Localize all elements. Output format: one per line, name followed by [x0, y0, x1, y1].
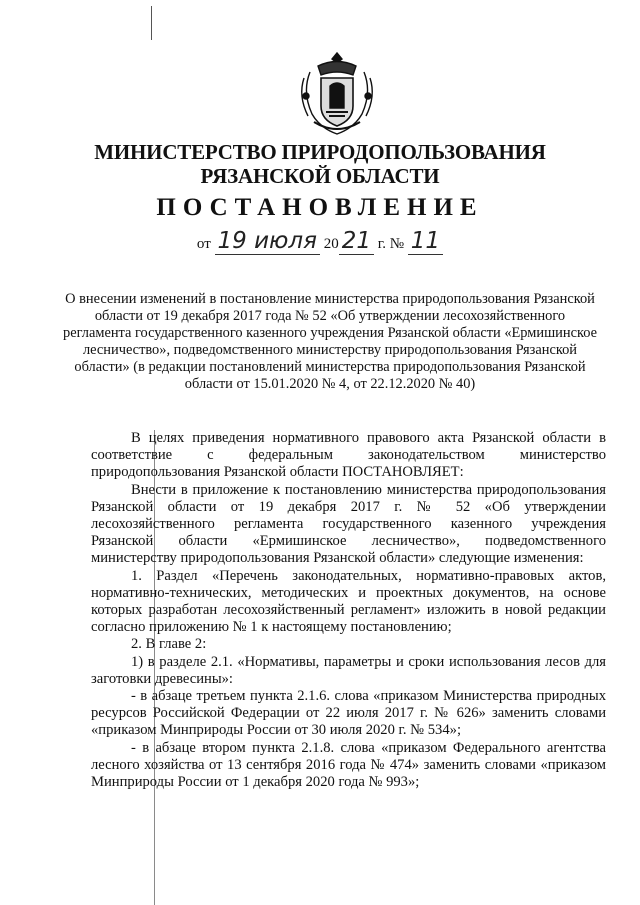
preamble-paragraph: В целях приведения нормативного правового акта Рязанской области в соответствие с федеральным законодательством министерство природопользования Рязанской области ПОСТАНОВЛЯЕТ: [91, 430, 606, 481]
number-label: г. № [377, 236, 405, 252]
list-item: 1) в разделе 2.1. «Нормативы, параметры и сроки использования лесов для заготовки древесины»: [91, 653, 606, 687]
scan-artifact-line [151, 6, 152, 40]
list-item: 2. В главе 2: [131, 636, 207, 653]
handwritten-year: 21 [339, 228, 374, 255]
document-type-title: ПОСТАНОВЛЕНИЕ [156, 194, 484, 221]
body-paragraph: Внести в приложение к постановлению министерства природопользования Рязанской области от 19 декабря 2017 г. № 52 «Об утверждении лесохозяйственного регламента государственного казенного учреждения Рязанской области «Ермишинское лесничество», подведомственного министерству природопользования Рязанской области» следующие изменения: [91, 481, 606, 567]
list-item: - в абзаце третьем пункта 2.1.6. слова «приказом Министерства природных ресурсов Российской Федерации от 22 июля 2017 г. № 626» заменить словами «приказом Минприроды России от 30 июля 2020 г. № 534»; [91, 688, 606, 739]
ministry-name-line-1: МИНИСТЕРСТВО ПРИРОДОПОЛЬЗОВАНИЯ [94, 140, 546, 164]
coat-of-arms-ryazan-icon [296, 50, 378, 136]
document-subject: О внесении изменений в постановление министерства природопользования Рязанской области от 19 декабря 2017 года № 52 «Об утверждении лесохозяйственного регламента государственного казенного учреждения Рязанской области «Ермишинское лесничество», подведомственного министерству природопользования Рязанской области» (в редакции постановлений министерства природопользования Рязанской области от 15.01.2020 № 4, от 22.12.2020 № 40) [63, 291, 597, 392]
list-item: - в абзаце втором пункта 2.1.8. слова «приказом Федерального агентства лесного хозяйства от 13 сентября 2016 года № 474» заменить словами «приказом Минприроды России от 1 декабря 2020 года № 993»; [91, 739, 606, 791]
handwritten-number: 11 [408, 228, 443, 255]
year-prefix: 20 [323, 236, 339, 252]
ministry-name-line-2: РЯЗАНСКОЙ ОБЛАСТИ [200, 164, 440, 188]
handwritten-date: 19 июля [215, 228, 320, 255]
date-prefix: от [196, 236, 211, 252]
document-body [91, 430, 606, 791]
date-and-number-line [0, 228, 640, 254]
ministry-name [0, 140, 640, 188]
list-item: 1. Раздел «Перечень законодательных, нормативно-правовых актов, нормативно-технических, методических и проектных документов, на основе которых разработан лесохозяйственный регламент» изложить в новой редакции согласно приложению № 1 к настоящему постановлению; [91, 567, 606, 636]
